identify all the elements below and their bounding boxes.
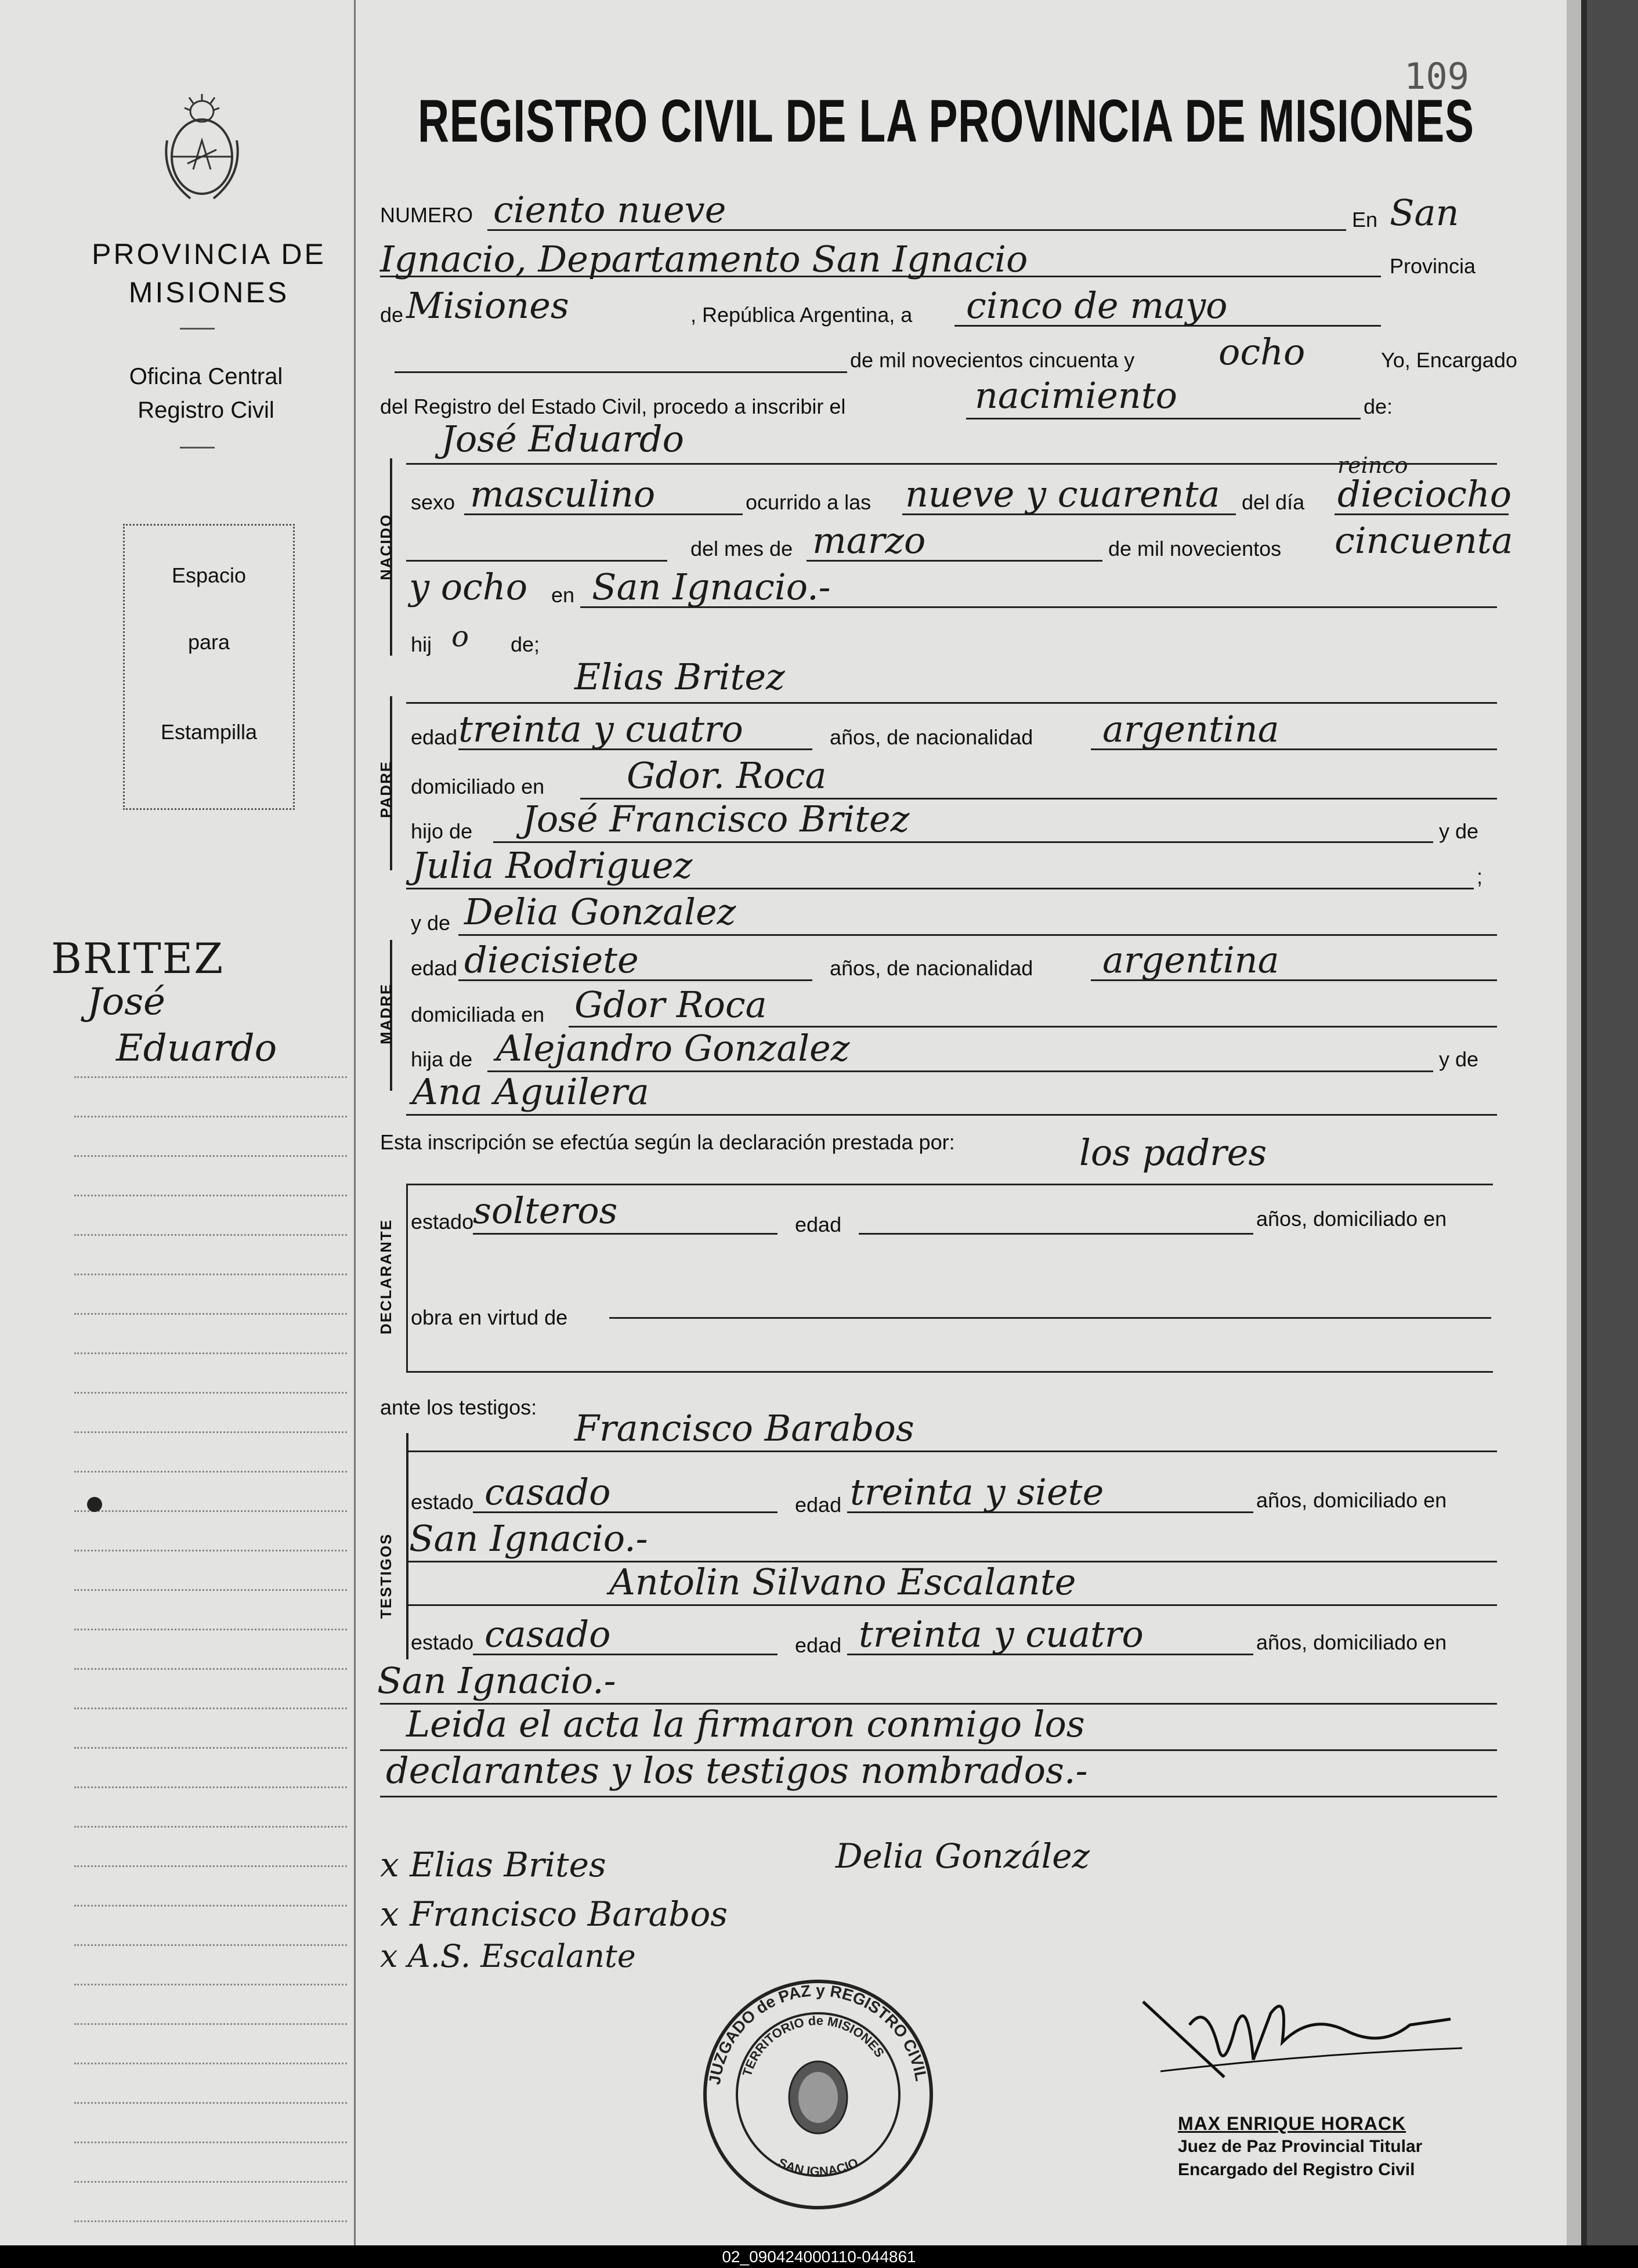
margin-ruled-line — [74, 2063, 347, 2064]
margin-second-name: Eduardo — [116, 1027, 277, 1070]
official-block — [1178, 2112, 1503, 2182]
value-declarante-estado: solteros — [473, 1189, 618, 1232]
label-obra: obra en virtud de — [411, 1305, 568, 1329]
label-edad-madre: edad — [411, 956, 458, 980]
label-anos-nac-madre: años, de nacionalidad — [830, 956, 1033, 980]
value-testigo2-edad: treinta y cuatro — [859, 1613, 1144, 1655]
margin-ruled-line — [74, 1116, 347, 1117]
label-anos-domic-t1: años, domiciliado en — [1256, 1488, 1447, 1512]
coat-of-arms-icon — [161, 94, 243, 204]
official-name: MAX ENRIQUE HORACK — [1178, 2113, 1406, 2134]
margin-ruled-line — [74, 1905, 347, 1907]
label-estado-t2: estado — [411, 1630, 474, 1654]
margin-ruled-line — [74, 1747, 347, 1749]
stamp-space-text-1: Espacio — [171, 563, 247, 587]
field-line — [395, 371, 847, 373]
value-padre-domicilio: Gdor. Roca — [627, 754, 827, 797]
signature-witness-1: x Francisco Barabos — [380, 1894, 728, 1934]
margin-ruled-line — [74, 1629, 347, 1630]
section-label-nacido: NACIDO — [377, 513, 395, 580]
label-edad-declarante: edad — [795, 1213, 842, 1236]
label-numero: NUMERO — [380, 203, 473, 227]
field-line — [966, 418, 1361, 419]
label-de-mil-nov: de mil novecientos — [1108, 537, 1282, 560]
value-mes: marzo — [812, 519, 926, 562]
margin-ruled-line — [74, 1392, 347, 1394]
margin-ruled-line — [74, 2220, 347, 2222]
office-heading — [75, 360, 337, 427]
margin-ruled-line — [74, 1431, 347, 1433]
value-provincia: Misiones — [406, 284, 569, 327]
label-sexo: sexo — [411, 490, 455, 514]
margin-first-name: José — [87, 981, 165, 1023]
margin-ruled-line — [74, 2102, 347, 2104]
label-estado: estado — [411, 1210, 474, 1234]
value-nombre: José Eduardo — [441, 418, 684, 460]
document-title: REGISTRO CIVIL DE LA PROVINCIA DE MISIONES — [418, 88, 1474, 155]
field-line — [859, 1233, 1253, 1235]
value-anio-nac: cincuenta — [1335, 519, 1513, 562]
closing-line-1: Leida el acta la firmaron conmigo los — [406, 1703, 1085, 1745]
value-numero: ciento nueve — [493, 189, 726, 231]
margin-ruled-line — [74, 1274, 347, 1275]
value-testigo2-domicilio: San Ignacio.- — [377, 1659, 616, 1702]
margin-ruled-line — [74, 2023, 347, 2025]
province-heading: PROVINCIA DE MISIONES — [92, 238, 326, 309]
page-number: 109 — [1404, 55, 1469, 97]
label-estado-t1: estado — [411, 1490, 474, 1514]
value-madre-domicilio: Gdor Roca — [574, 983, 767, 1026]
label-edad-t2: edad — [795, 1633, 842, 1657]
label-hij: hij — [411, 632, 432, 656]
label-ocurrido: ocurrido a las — [746, 490, 872, 514]
label-hija-de: hija de — [411, 1047, 473, 1071]
margin-ruled-line — [74, 1589, 347, 1591]
margin-surname: BRITEZ — [51, 934, 225, 983]
margin-ruled-line — [74, 1195, 347, 1196]
margin-ruled-line — [74, 1865, 347, 1867]
margin-ruled-line — [74, 2181, 347, 2183]
field-line — [406, 702, 1497, 704]
section-label-padre: PADRE — [377, 760, 395, 818]
value-en: San — [1390, 191, 1459, 234]
field-line — [493, 841, 1433, 843]
value-hij-suffix: o — [451, 620, 469, 653]
punch-hole-mark — [87, 1497, 102, 1512]
official-signature-icon — [1137, 1990, 1474, 2089]
divider — [180, 328, 215, 330]
value-testigo2-nombre: Antolin Silvano Escalante — [609, 1561, 1076, 1603]
margin-ruled-line — [74, 1826, 347, 1828]
value-testigo1-estado: casado — [484, 1471, 611, 1513]
field-line — [406, 1604, 1497, 1606]
label-de-mil: de mil novecientos cincuenta y — [850, 348, 1135, 372]
section-label-declarante: DECLARANTE — [377, 1218, 395, 1334]
margin-ruled-line — [74, 1944, 347, 1946]
value-dia-extra: reinco — [1337, 453, 1408, 478]
label-anos-nac: años, de nacionalidad — [830, 725, 1033, 749]
field-line — [406, 560, 667, 562]
margin-ruled-line — [74, 1352, 347, 1354]
label-yo-encargado: Yo, Encargado — [1381, 348, 1517, 372]
field-line — [609, 1317, 1491, 1319]
label-y-de-2: y de — [411, 911, 451, 935]
value-hora: nueve y cuarenta — [905, 473, 1220, 515]
divider — [180, 447, 215, 448]
label-y-de: y de — [1439, 819, 1479, 843]
field-line — [473, 1233, 778, 1235]
label-provincia: Provincia — [1390, 254, 1476, 278]
office-line-1: Oficina Central — [129, 364, 283, 389]
value-sexo: masculino — [470, 473, 656, 515]
value-testigo1-edad: treinta y siete — [850, 1471, 1104, 1513]
label-semicolon: ; — [1477, 864, 1483, 888]
value-declarante: los padres — [1079, 1131, 1267, 1174]
margin-ruled-line — [74, 1984, 347, 1985]
value-dia: dieciocho — [1337, 473, 1512, 515]
margin-ruled-line — [74, 1510, 347, 1512]
section-label-madre: MADRE — [377, 983, 395, 1044]
stamp-space-text-2: para — [187, 630, 230, 654]
label-y-de-madre: y de — [1439, 1047, 1479, 1071]
value-madre-padre: Alejandro Gonzalez — [496, 1027, 850, 1069]
label-del-dia: del día — [1242, 490, 1305, 514]
margin-ruled-line — [74, 1076, 347, 1078]
field-line — [406, 1114, 1497, 1116]
margin-ruled-line — [74, 1708, 347, 1709]
label-de: de — [380, 303, 404, 327]
closing-line-2: declarantes y los testigos nombrados.- — [386, 1749, 1088, 1792]
label-de-colon: de: — [1364, 395, 1393, 418]
value-madre-madre: Ana Aguilera — [412, 1070, 649, 1113]
value-madre-edad: diecisiete — [464, 939, 639, 981]
section-bracket — [406, 1433, 408, 1659]
label-domiciliado-en: domiciliado en — [411, 775, 545, 798]
stamp-space-text-3: Estampilla — [160, 720, 258, 744]
signature-witness-2: x A.S. Escalante — [380, 1938, 636, 1974]
value-madre-nombre: Delia Gonzalez — [464, 891, 736, 933]
label-del-mes: del mes de — [690, 537, 793, 560]
field-line — [380, 1796, 1497, 1797]
value-padre-padre: José Francisco Britez — [522, 798, 910, 840]
footer-id-bar: 02_090424000110-044861 — [0, 2245, 1638, 2268]
value-testigo1-domicilio: San Ignacio.- — [409, 1517, 648, 1560]
value-madre-nac: argentina — [1102, 939, 1279, 981]
value-padre-madre: Julia Rodriguez — [412, 844, 693, 887]
svg-text:SAN IGNACIO — [776, 2155, 860, 2179]
label-de-2: de; — [511, 632, 540, 656]
field-line — [406, 463, 1497, 465]
signature-mother: Delia González — [836, 1836, 1090, 1876]
label-domiciliada-en: domiciliada en — [411, 1003, 545, 1026]
court-stamp-icon — [696, 1973, 940, 2216]
stamp-inner-text: TERRITORIO de MISIONES — [739, 2013, 888, 2078]
margin-ruled-line — [74, 1155, 347, 1157]
value-anio-nac-2: y ocho — [409, 566, 528, 608]
label-ante-testigos: ante los testigos: — [380, 1395, 537, 1419]
label-edad: edad — [411, 725, 458, 749]
label-esta-inscripcion: Esta inscripción se efectúa según la declaración prestada por: — [380, 1130, 955, 1154]
label-edad-t1: edad — [795, 1493, 842, 1517]
value-anio: ocho — [1218, 331, 1306, 373]
field-line — [458, 934, 1497, 936]
stamp-bottom-text: SAN IGNACIO — [776, 2155, 860, 2179]
margin-ruled-line — [74, 1234, 347, 1236]
value-lugar: Ignacio, Departamento San Ignacio — [380, 238, 1028, 280]
margin-ruled-line — [74, 1786, 347, 1788]
value-acto: nacimiento — [975, 374, 1177, 417]
margin-ruled-line — [74, 2142, 347, 2143]
margin-ruled-line — [74, 1471, 347, 1473]
office-line-2: Registro Civil — [138, 397, 274, 423]
value-testigo2-estado: casado — [484, 1613, 611, 1655]
margin-ruled-line — [74, 1668, 347, 1670]
section-label-testigos: TESTIGOS — [377, 1533, 395, 1619]
value-padre-nombre: Elias Britez — [574, 656, 785, 698]
label-en: En — [1352, 208, 1378, 231]
value-padre-edad: treinta y cuatro — [458, 708, 743, 750]
book-spine — [1581, 0, 1638, 2245]
stamp-space-box — [123, 524, 295, 810]
margin-ruled-line — [74, 1313, 347, 1315]
label-republica: , República Argentina, a — [690, 303, 913, 327]
signature-father: x Elias Brites — [380, 1845, 606, 1884]
value-lugar-nac: San Ignacio.- — [592, 566, 831, 608]
value-fecha: cinco de mayo — [966, 284, 1228, 327]
margin-ruled-line — [74, 1550, 347, 1551]
label-del-registro: del Registro del Estado Civil, procedo a inscribir el — [380, 395, 846, 418]
stamp-outer-text: JUZGADO de PAZ y REGISTRO CIVIL — [705, 1981, 931, 2086]
label-en-2: en — [551, 583, 575, 607]
value-testigo1-nombre: Francisco Barabos — [574, 1407, 914, 1449]
field-line — [406, 1450, 1497, 1452]
value-padre-nac: argentina — [1102, 708, 1279, 750]
margin-rule — [354, 0, 356, 2245]
label-hijo-de: hijo de — [411, 819, 473, 843]
official-title-1: Juez de Paz Provincial Titular — [1178, 2137, 1423, 2156]
label-anos-domic-t2: años, domiciliado en — [1256, 1630, 1447, 1654]
field-line — [406, 888, 1474, 889]
label-anos-domic: años, domiciliado en — [1256, 1207, 1447, 1231]
official-title-2: Encargado del Registro Civil — [1178, 2160, 1415, 2179]
